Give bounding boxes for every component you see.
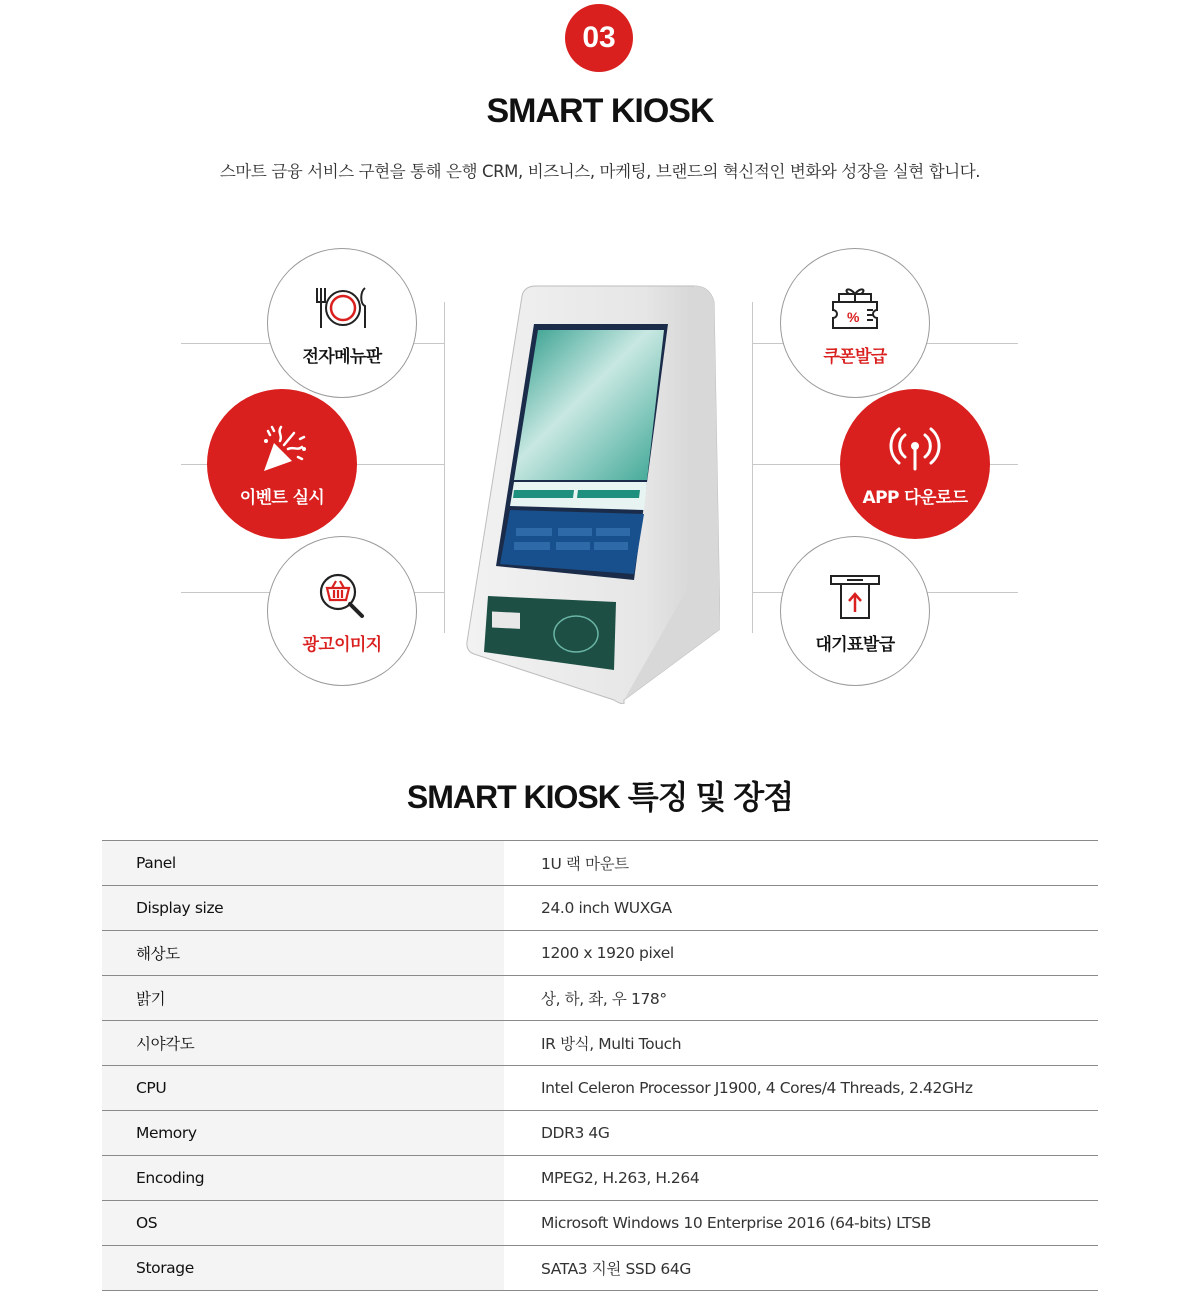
feature-app-download <box>840 389 990 539</box>
feature-label: 쿠폰발급 <box>823 346 887 367</box>
basket-search-icon <box>312 568 372 624</box>
connector-line <box>444 302 445 633</box>
spec-table <box>102 840 1098 1291</box>
feature-label: 대기표발급 <box>815 634 895 655</box>
spec-value: 상, 하, 좌, 우 178° <box>504 976 1098 1021</box>
feature-ad-image <box>267 536 417 686</box>
spec-value: 1U 랙 마운트 <box>504 841 1098 886</box>
spec-value: DDR3 4G <box>504 1111 1098 1156</box>
table-row <box>102 841 1098 886</box>
table-row <box>102 1111 1098 1156</box>
table-row <box>102 1021 1098 1066</box>
spec-key: 해상도 <box>102 931 504 976</box>
page-subtitle: 스마트 금융 서비스 구현을 통해 은행 CRM, 비즈니스, 마케팅, 브랜드의 혁신적인 변화와 성장을 실현 합니다. <box>219 162 981 181</box>
spec-value: IR 방식, Multi Touch <box>504 1021 1098 1066</box>
table-row <box>102 886 1098 931</box>
coupon-gift-icon <box>825 280 885 336</box>
table-row <box>102 976 1098 1021</box>
spec-value: SATA3 지원 SSD 64G <box>504 1246 1098 1291</box>
spec-key: 밝기 <box>102 976 504 1021</box>
spec-value: MPEG2, H.263, H.264 <box>504 1156 1098 1201</box>
feature-label: APP 다운로드 <box>862 487 968 508</box>
feature-label: 이벤트 실시 <box>239 487 325 508</box>
table-row <box>102 1201 1098 1246</box>
spec-key: Display size <box>102 886 504 931</box>
feature-electronic-menu <box>267 248 417 398</box>
feature-queue-ticket <box>780 536 930 686</box>
party-popper-icon <box>252 421 312 477</box>
spec-key: Encoding <box>102 1156 504 1201</box>
spec-key: OS <box>102 1201 504 1246</box>
svg-text:%: % <box>847 308 860 325</box>
spec-key: Panel <box>102 841 504 886</box>
connector-line <box>752 302 753 633</box>
table-row <box>102 1156 1098 1201</box>
feature-label: 광고이미지 <box>302 634 382 655</box>
spec-section-title: SMART KIOSK 특징 및 장점 <box>406 779 794 815</box>
wireless-signal-icon <box>885 421 945 477</box>
feature-diagram <box>0 220 1200 720</box>
spec-value: Intel Celeron Processor J1900, 4 Cores/4 Threads, 2.42GHz <box>504 1066 1098 1111</box>
table-row <box>102 1246 1098 1291</box>
spec-key: Storage <box>102 1246 504 1291</box>
spec-value: 1200 x 1920 pixel <box>504 931 1098 976</box>
page-title: SMART KIOSK <box>486 92 714 130</box>
table-row <box>102 931 1098 976</box>
ticket-dispenser-icon <box>825 568 885 624</box>
spec-value: 24.0 inch WUXGA <box>504 886 1098 931</box>
spec-key: CPU <box>102 1066 504 1111</box>
table-row <box>102 1066 1098 1111</box>
spec-key: Memory <box>102 1111 504 1156</box>
feature-coupon <box>780 248 930 398</box>
plate-cutlery-icon <box>312 280 372 336</box>
kiosk-illustration <box>464 284 720 704</box>
spec-value: Microsoft Windows 10 Enterprise 2016 (64-bits) LTSB <box>504 1201 1098 1246</box>
feature-event <box>207 389 357 539</box>
feature-label: 전자메뉴판 <box>302 346 382 367</box>
spec-key: 시야각도 <box>102 1021 504 1066</box>
section-number-badge: 03 <box>565 4 633 72</box>
